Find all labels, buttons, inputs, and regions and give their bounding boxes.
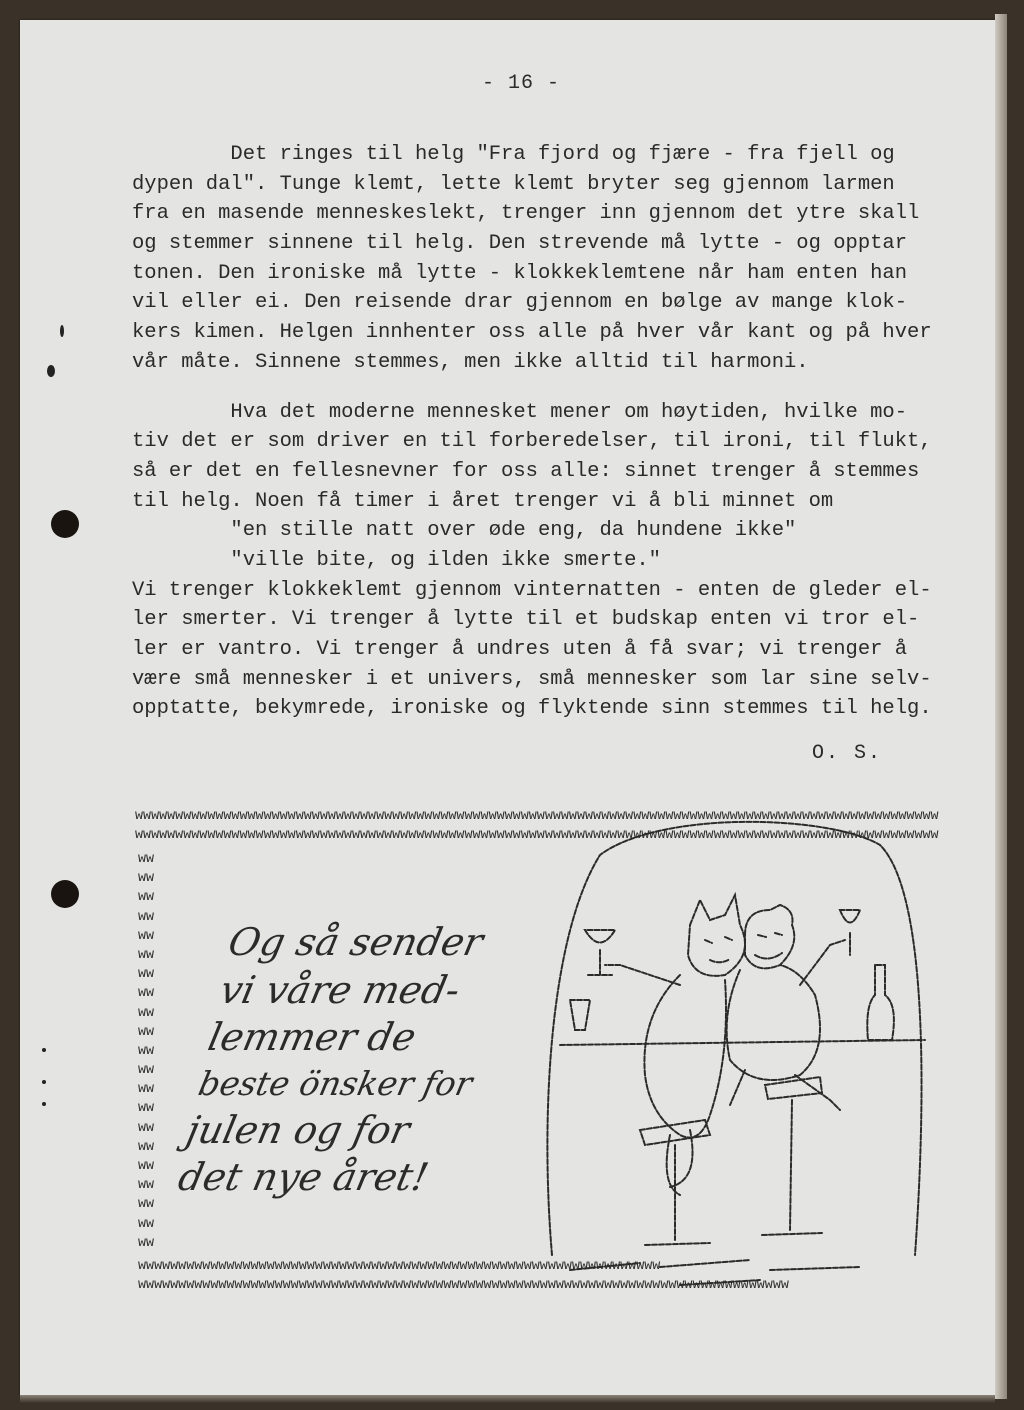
ink-speck [42,1102,46,1106]
frame-side-unit: ww [138,909,155,925]
punch-hole-lower [51,880,79,908]
frame-side-unit: ww [138,1216,155,1232]
handwritten-line: lemmer de [204,1015,420,1060]
frame-side-unit: ww [138,1120,155,1136]
frame-side-unit: ww [138,928,155,944]
frame-side-unit: ww [138,986,155,1002]
frame-side-unit: ww [138,1005,155,1021]
frame-side-unit: ww [138,1101,155,1117]
ink-speck [42,1048,46,1052]
frame-side-unit: ww [138,1197,155,1213]
frame-side-unit: ww [138,1235,155,1251]
body-line: være små mennesker i et univers, små mennesker som lar sine selv- [132,667,932,691]
body-line: vår måte. Sinnene stemmes, men ikke alltid til harmoni. [132,350,809,374]
page-number: - 16 - [482,72,561,95]
ink-speck [42,1080,46,1084]
frame-side-unit: ww [138,1178,155,1194]
scan-edge [20,1395,995,1403]
body-line: så er det en fellesnevner for oss alle: sinnet trenger å stemmes [132,459,920,483]
body-line: ler smerter. Vi trenger å lytte til et budskap enten vi tror el- [132,608,920,632]
author-initials: O. S. [812,742,883,765]
frame-side-unit: ww [138,871,155,887]
punch-hole-upper [51,510,79,538]
frame-top-row: wwwwwwwwwwwwwwwwwwwwwwwwwwwwwwwwwwwwwwwwwwwwwwwwwwwwwwwwwwwwwwwwwwwwwwwwwwwwwwwwwwwwwwwwwwwwwwwwwwww [135,828,939,843]
body-line: vil eller ei. Den reisende drar gjennom en bølge av mange klok- [132,291,908,315]
frame-side-unit: ww [138,947,155,963]
frame-side-unit: ww [138,890,155,906]
body-line: "ville bite, og ilden ikke smerte." [132,548,661,572]
body-line: og stemmer sinnene til helg. Den strevende må lytte - og opptar [132,232,908,256]
body-line: tiv det er som driver en til forberedelser, til ironi, til flukt, [132,430,932,454]
body-line: til helg. Noen få timer i året trenger vi å bli minnet om [132,489,834,513]
frame-side-unit: ww [138,1159,155,1174]
scan-edge [995,14,1007,1399]
frame-top-row: wwwwwwwwwwwwwwwwwwwwwwwwwwwwwwwwwwwwwwwwwwwwwwwwwwwwwwwwwwwwwwwwwwwwwwwwwwwwwwwwwwwwwwwwwwwwwwwwwwww [135,809,939,824]
frame-side-unit: ww [138,1024,155,1040]
body-line: Hva det moderne mennesket mener om høytiden, hvilke mo- [132,400,908,424]
body-line: dypen dal". Tunge klemt, lette klemt bryter seg gjennom larmen [132,172,895,196]
frame-side-unit: ww [138,1082,155,1098]
body-line: Vi trenger klokkeklemt gjennom vinternatten - enten de gleder el- [132,578,932,602]
ink-speck [60,325,64,337]
body-line: opptatte, bekymrede, ironiske og flyktende sinn stemmes til helg. [132,697,932,721]
frame-side-unit: ww [138,967,155,983]
handwritten-line: beste önsker for [195,1064,476,1103]
body-line: tonen. Den ironiske må lytte - klokkeklemtene når ham enten han [132,261,908,285]
handwritten-line: det nye året! [174,1155,433,1200]
body-line: ler er vantro. Vi trenger å undres uten å få svar; vi trenger å [132,638,908,661]
frame-left-column [138,850,154,1253]
handwritten-line: vi våre med- [216,968,464,1013]
frame-side-unit: ww [138,1063,155,1079]
frame-bottom-row: wwwwwwwwwwwwwwwwwwwwwwwwwwwwwwwwwwwwwwwwwwwwwwwwwwwwwwwwwwwwwwwww [138,1259,661,1274]
frame-bottom-row: wwwwwwwwwwwwwwwwwwwwwwwwwwwwwwwwwwwwwwwwwwwwwwwwwwwwwwwwwwwwwwwwwwwwwwwwwwwwwwwww [138,1278,789,1293]
frame-side-unit: ww [138,1043,155,1059]
handwritten-greeting [174,915,525,1215]
body-line: kers kimen. Helgen innhenter oss alle på hver vår kant og på hver [132,321,932,345]
body-line: Det ringes til helg "Fra fjord og fjære - fra fjell og [132,143,895,166]
ink-speck [47,365,55,377]
paragraph-gap [132,378,932,398]
handwritten-line: Og så sender [224,920,487,965]
typewritten-body [132,140,932,724]
frame-side-unit: ww [138,1139,155,1155]
two-cats-toasting-drawing [530,815,930,1295]
body-line: fra en masende menneskeslekt, trenger inn gjennom det ytre skall [132,202,920,226]
handwritten-line: julen og for [182,1108,414,1153]
body-line: "en stille natt over øde eng, da hundene ikke" [132,519,797,543]
frame-side-unit: ww [138,852,155,867]
